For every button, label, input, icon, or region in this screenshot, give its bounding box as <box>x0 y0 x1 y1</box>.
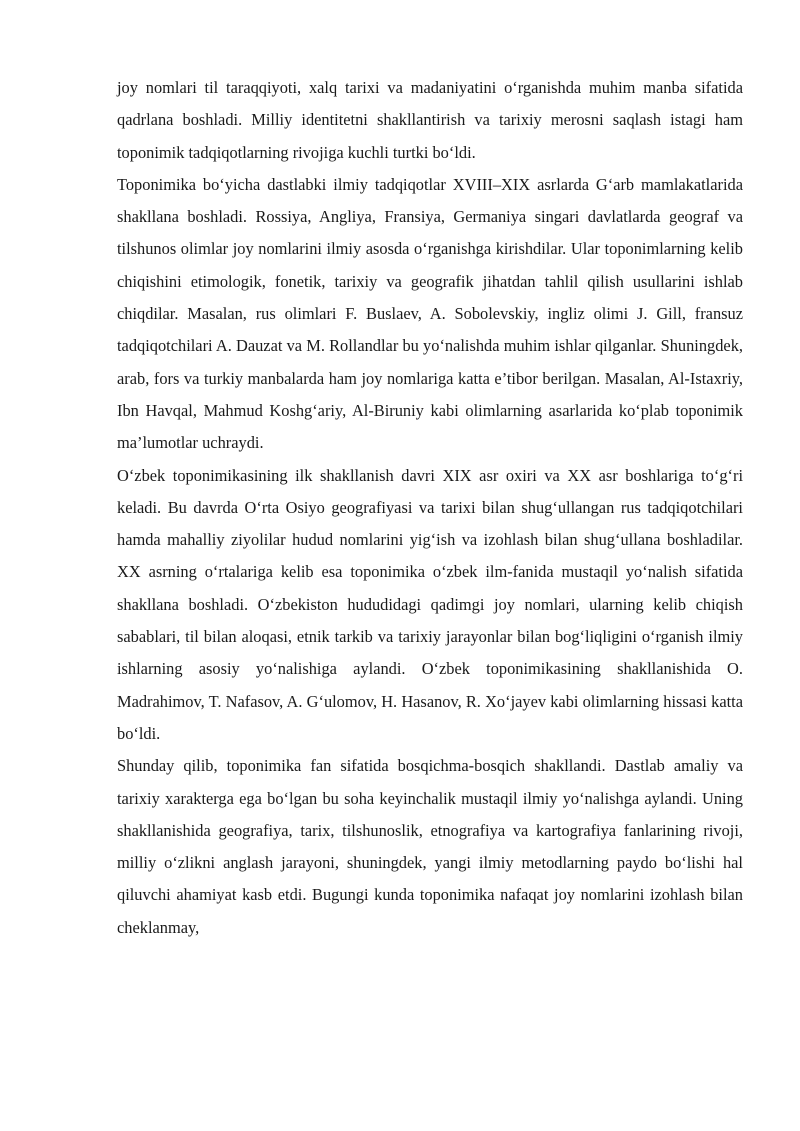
paragraph-2: Toponimika bo‘yicha dastlabki ilmiy tadqiqotlar XVIII–XIX asrlarda G‘arb mamlakatlarida shakllana boshladi. Rossiya, Angliya, Fransiya, Germaniya singari davlatlarda geograf va tilshunos olimlar joy nomlarini ilmiy asosda o‘rganishga kirishdilar. Ular toponimlarning kelib chiqishini etimologik, fonetik, tarixiy va geografik jihatdan tahlil qilish usullarini ishlab chiqdilar. Masalan, rus olimlari F. Buslaev, A. Sobolevskiy, ingliz olimi J. Gill, fransuz tadqiqotchilari A. Dauzat va M. Rollandlar bu yo‘nalishda muhim ishlar qilganlar. Shuningdek, arab, fors va turkiy manbalarda ham joy nomlariga katta e’tibor berilgan. Masalan, Al-Istaxriy, Ibn Havqal, Mahmud Koshg‘ariy, Al-Biruniy kabi olimlarning asarlarida ko‘plab toponimik ma’lumotlar uchraydi. <box>117 174 743 453</box>
paragraph-1: joy nomlari til taraqqiyoti, xalq tarixi va madaniyatini o‘rganishda muhim manba sifatida qadrlana boshladi. Milliy identitetni shakllantirish va tarixiy merosni saqlash istagi ham toponimik tadqiqotlarning rivojiga kuchli turtki bo‘ldi. <box>117 78 743 162</box>
document-page <box>117 72 743 944</box>
paragraph-3: O‘zbek toponimikasining ilk shakllanish davri XIX asr oxiri va XX asr boshlariga to‘g‘ri keladi. Bu davrda O‘rta Osiyo geografiyasi va tarixi bilan shug‘ullangan rus tadqiqotchilari hamda mahalliy ziyolilar hudud nomlarini yig‘ish va izohlash bilan shug‘ullana boshladilar. XX asrning o‘rtalariga kelib esa toponimika o‘zbek ilm-fanida mustaqil yo‘nalish sifatida shakllana boshladi. O‘zbekiston hududidagi qadimgi joy nomlari, ularning kelib chiqish sabablari, til bilan aloqasi, etnik tarkib va tarixiy jarayonlar bilan bog‘liqligini o‘rganish ilmiy ishlarning asosiy yo‘nalishiga aylandi. O‘zbek toponimikasining shakllanishida O. Madrahimov, T. Nafasov, A. G‘ulomov, H. Hasanov, R. Xo‘jayev kabi olimlarning hissasi katta bo‘ldi. <box>117 465 743 743</box>
paragraph-4: Shunday qilib, toponimika fan sifatida bosqichma-bosqich shakllandi. Dastlab amaliy va tarixiy xarakterga ega bo‘lgan bu soha keyinchalik mustaqil ilmiy yo‘nalishga aylandi. Uning shakllanishida geografiya, tarix, tilshunoslik, etnografiya va kartografiya fanlarining rivoji, milliy o‘zlikni anglash jarayoni, shuningdek, yangi ilmiy metodlarning paydo bo‘lishi hal qiluvchi ahamiyat kasb etdi. Bugungi kunda toponimika nafaqat joy nomlarini izohlash bilan cheklanmay, <box>117 756 743 937</box>
